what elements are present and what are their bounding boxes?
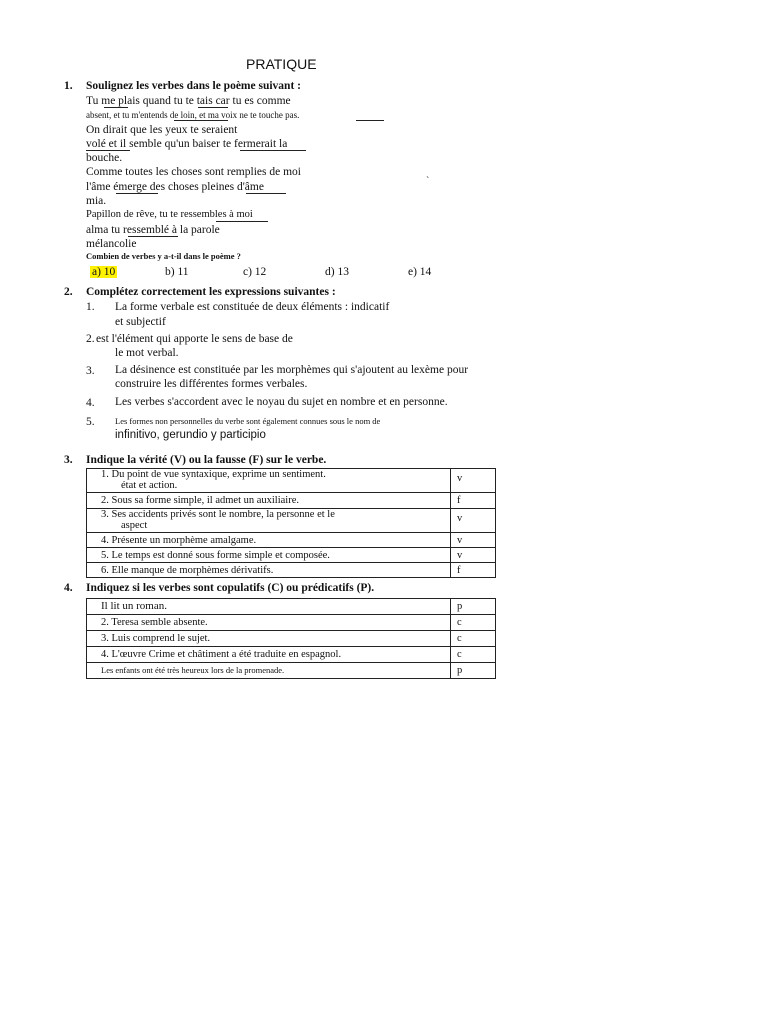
statement-cell [87,548,451,563]
option-c: c) 12 [243,266,267,278]
statement-text: 5. Le temps est donné sous forme simple et composée. [101,550,330,561]
statement-cell [87,663,451,679]
statement-cell [87,563,451,578]
q1-heading-text: Soulignez les verbes dans le poème suivant : [86,80,301,92]
q2-item-1-line-1: La forme verbale est constituée de deux éléments : indicatif [115,301,390,313]
answer-cell: c [451,631,496,647]
statement-text: 3. Ses accidents privés sont le nombre, la personne et le [101,509,335,520]
verb-underline [198,107,228,108]
statement-cell [87,599,451,615]
verb-underline [128,236,178,237]
table-row [87,509,496,533]
q2-item-2-number: 2. [86,333,95,345]
statement-text: 2. Sous sa forme simple, il admet un auxiliaire. [101,495,300,506]
q4-number: 4. [64,582,73,594]
q2-item-5-number: 5. [86,416,95,428]
statement-text: Les enfants ont été très heureux lors de la promenade. [101,665,285,675]
table-row [87,615,496,631]
poem-line-4: volé et il semble qu'un baiser te fermerait la [86,138,288,150]
q1-question: Combien de verbes y a-t-il dans le poème ? [86,251,241,261]
table-row [87,533,496,548]
statement-cell [87,493,451,509]
statement-text: 1. Du point de vue syntaxique, exprime un sentiment. [101,469,326,480]
statement-text: 4. L'œuvre Crime et châtiment a été traduite en espagnol. [101,649,342,660]
verb-underline [116,193,158,194]
statement-cell [87,615,451,631]
page-title: PRATIQUE [246,56,317,72]
poem-line-8: mia. [86,195,107,207]
verb-underline [174,120,228,121]
answer-cell: v [451,533,496,548]
table-row [87,493,496,509]
q2-item-2-line-1: est l'élément qui apporte le sens de base de [96,333,293,345]
table-row [87,663,496,679]
option-b: b) 11 [165,266,189,278]
option-a: a) 10 [92,266,116,278]
poem-line-1: Tu me plais quand tu te tais car tu es comme [86,95,291,107]
q2-number: 2. [64,286,73,298]
stray-mark: ` [426,176,430,187]
table-row [87,647,496,663]
q2-item-3-line-1: La désinence est constituée par les morphèmes qui s'ajoutent au lexème pour [115,364,469,376]
answer-blank [356,120,384,121]
answer-cell: f [451,563,496,578]
poem-line-5: bouche. [86,152,123,164]
verb-underline [246,193,286,194]
q2-item-1-line-2: et subjectif [115,316,166,328]
q1-heading [86,80,372,92]
answer-cell: v [451,548,496,563]
verb-underline [104,107,128,108]
q2-item-1-number: 1. [86,301,95,313]
q2-item-5-line-1: Les formes non personnelles du verbe sont également connues sous le nom de [115,416,381,426]
q2-item-5-line-2: infinitivo, gerundio y participio [115,429,266,441]
verb-underline [216,221,268,222]
answer-cell: c [451,647,496,663]
q2-item-4-number: 4. [86,397,95,409]
statement-cell [87,631,451,647]
statement-text: 2. Teresa semble absente. [101,617,208,628]
answer-cell: c [451,615,496,631]
answer-cell: v [451,469,496,493]
q3-heading: Indique la vérité (V) ou la fausse (F) sur le verbe. [86,454,327,466]
answer-cell: p [451,663,496,679]
q4-heading: Indiquez si les verbes sont copulatifs (C) ou prédicatifs (P). [86,582,375,594]
statement-cell [87,509,451,533]
poem-line-2: absent, et tu m'entends de loin, et ma voix ne te touche pas. [86,110,300,120]
answer-cell: f [451,493,496,509]
poem-line-10: alma tu ressemblé à la parole [86,224,220,236]
statement-text: 3. Luis comprend le sujet. [101,633,211,644]
q2-item-4-line-1: Les verbes s'accordent avec le noyau du sujet en nombre et en personne. [115,396,448,408]
q3-table [86,468,496,578]
statement-text: 6. Elle manque de morphèmes dérivatifs. [101,565,274,576]
q1-number: 1. [64,80,73,92]
poem-line-9: Papillon de rêve, tu te ressembles à moi [86,209,253,220]
verb-underline [86,150,130,151]
answer-cell: v [451,509,496,533]
table-row [87,469,496,493]
statement-cell [87,533,451,548]
statement-text: Il lit un roman. [101,600,167,612]
option-d: d) 13 [325,266,349,278]
statement-cell [87,647,451,663]
statement-text: aspect [121,520,148,531]
q2-item-3-number: 3. [86,365,95,377]
option-e: e) 14 [408,266,432,278]
q2-item-2-line-2: le mot verbal. [115,347,179,359]
statement-text: 4. Présente un morphème amalgame. [101,535,257,546]
table-row [87,548,496,563]
poem-line-3: On dirait que les yeux te seraient [86,124,238,136]
verb-underline [240,150,306,151]
q4-table [86,598,496,679]
poem-line-6: Comme toutes les choses sont remplies de moi [86,166,301,178]
table-row [87,631,496,647]
table-row [87,599,496,615]
q2-item-3-line-2: construire les différentes formes verbales. [115,378,308,390]
q2-heading: Complétez correctement les expressions suivantes : [86,286,336,298]
statement-cell [87,469,451,493]
table-row [87,563,496,578]
poem-line-11: mélancolie [86,238,137,250]
answer-cell: p [451,599,496,615]
q3-number: 3. [64,454,73,466]
statement-text: état et action. [121,480,178,491]
poem-line-7: l'âme émerge des choses pleines d'âme [86,181,264,193]
